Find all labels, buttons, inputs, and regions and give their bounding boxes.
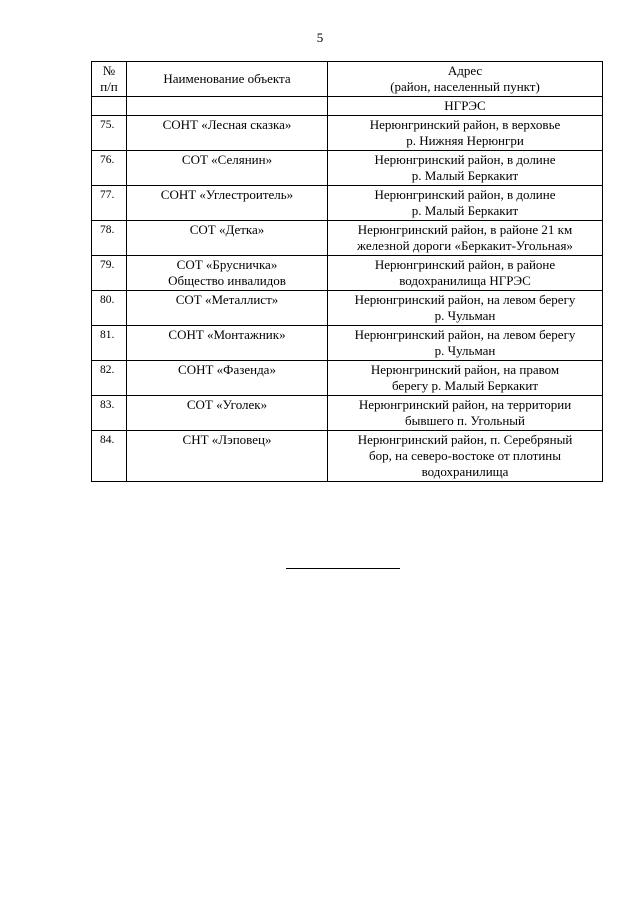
row-number: 75. (92, 116, 127, 151)
object-address (328, 116, 603, 151)
header-row (92, 62, 603, 97)
header-number (92, 62, 127, 97)
header-number-line: п/п (100, 79, 118, 94)
object-address-line: Нерюнгринский район, в верховье (369, 117, 561, 132)
object-address-line: Нерюнгринский район, в долине (374, 152, 556, 167)
object-name (127, 431, 328, 482)
object-address (328, 326, 603, 361)
object-address-line: бывшего п. Угольный (405, 413, 525, 428)
object-address-line: Нерюнгринский район, на правом (370, 362, 560, 377)
object-address-line: бор, на северо-востоке от плотины (369, 448, 561, 463)
page-number: 5 (316, 30, 324, 45)
object-name-line: СОНТ «Лесная сказка» (162, 117, 292, 132)
object-address-line: р. Чульман (434, 308, 496, 323)
object-address-line: Нерюнгринский район, в районе (374, 257, 556, 272)
object-name-line: СОНТ «Монтажник» (168, 327, 286, 342)
object-address-line: Нерюнгринский район, на территории (358, 397, 572, 412)
row-number: 78. (92, 221, 127, 256)
object-address (328, 361, 603, 396)
object-address (328, 151, 603, 186)
object-name-line: СНТ «Лэповец» (182, 432, 272, 447)
object-address-line: р. Малый Беркакит (411, 168, 519, 183)
header-name: Наименование объекта (127, 62, 328, 97)
header-address (328, 62, 603, 97)
table-body (92, 97, 603, 482)
object-name-line: СОТ «Металлист» (175, 292, 279, 307)
table-row (92, 291, 603, 326)
object-name-line: Общество инвалидов (168, 273, 286, 288)
object-address-line: водохранилища (421, 464, 509, 479)
object-address-line: Нерюнгринский район, п. Серебряный (357, 432, 573, 447)
object-name (127, 291, 328, 326)
table-header (92, 62, 603, 97)
table-row (92, 116, 603, 151)
object-address-line: Нерюнгринский район, на левом берегу (354, 327, 576, 342)
object-name-line: СОНТ «Фазенда» (178, 362, 276, 377)
row-number: 81. (92, 326, 127, 361)
object-address (328, 291, 603, 326)
header-address-line: (район, населенный пункт) (390, 79, 540, 94)
row-number: 79. (92, 256, 127, 291)
object-name (127, 221, 328, 256)
table-row (92, 186, 603, 221)
table-row (92, 221, 603, 256)
row-number: 77. (92, 186, 127, 221)
object-address-line: НГРЭС (444, 98, 486, 113)
header-address-line: Адрес (447, 63, 483, 78)
table-row (92, 361, 603, 396)
object-address-line: Нерюнгринский район, на левом берегу (354, 292, 576, 307)
object-address (328, 396, 603, 431)
object-name (127, 97, 328, 116)
object-name (127, 256, 328, 291)
object-name-line: СОТ «Брусничка» (176, 257, 278, 272)
end-rule (286, 568, 400, 569)
object-address-line: железной дороги «Беркакит-Угольная» (357, 238, 573, 253)
object-address-line: р. Нижняя Нерюнгри (406, 133, 524, 148)
table-row (92, 97, 603, 116)
table-row (92, 151, 603, 186)
row-number: 83. (92, 396, 127, 431)
object-name-line: СОТ «Уголек» (186, 397, 268, 412)
table-row (92, 326, 603, 361)
row-number (92, 97, 127, 116)
object-address (328, 256, 603, 291)
object-name-line: СОТ «Селянин» (181, 152, 273, 167)
object-name-line: СОТ «Детка» (189, 222, 265, 237)
object-address (328, 186, 603, 221)
object-address-line: р. Малый Беркакит (411, 203, 519, 218)
object-name (127, 151, 328, 186)
object-name (127, 396, 328, 431)
object-address (328, 221, 603, 256)
object-name-line (129, 98, 325, 114)
object-address-line: Нерюнгринский район, в долине (374, 187, 556, 202)
table-row (92, 396, 603, 431)
row-number: 84. (92, 431, 127, 482)
row-number: 76. (92, 151, 127, 186)
object-name (127, 186, 328, 221)
row-number: 82. (92, 361, 127, 396)
row-number: 80. (92, 291, 127, 326)
object-name (127, 326, 328, 361)
object-address-line: берегу р. Малый Беркакит (391, 378, 538, 393)
table-row (92, 431, 603, 482)
table-row (92, 256, 603, 291)
object-name (127, 361, 328, 396)
object-name (127, 116, 328, 151)
header-number-line: № (102, 63, 116, 78)
object-address (328, 97, 603, 116)
object-address (328, 431, 603, 482)
object-address-line: р. Чульман (434, 343, 496, 358)
object-name-line: СОНТ «Углестроитель» (160, 187, 294, 202)
object-address-line: водохранилища НГРЭС (399, 273, 531, 288)
objects-table (91, 61, 603, 482)
object-address-line: Нерюнгринский район, в районе 21 км (357, 222, 573, 237)
